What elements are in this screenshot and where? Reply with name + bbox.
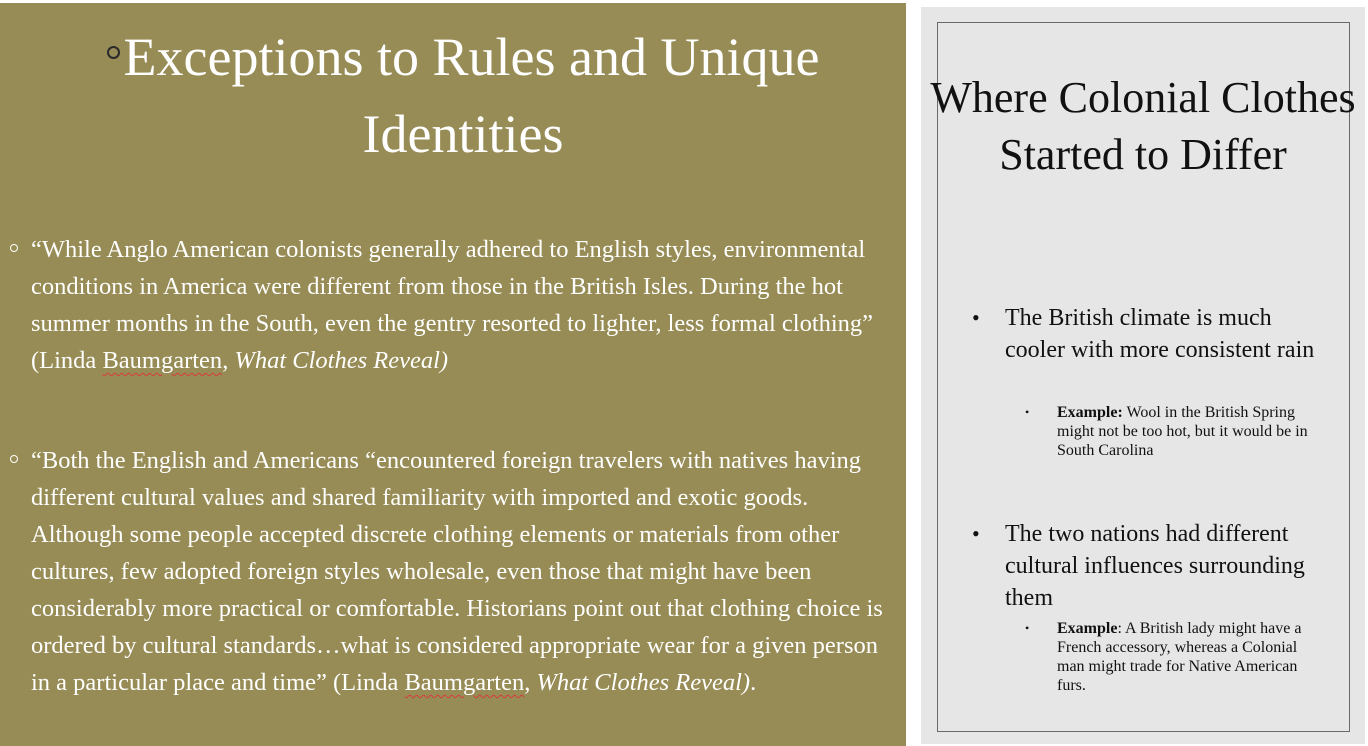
quote-text: “While Anglo American colonists generally adhered to English styles, environmental conditions in America were different from those in the British Isles. During the hot summer months in the South, even the gentry resorted to lighter, less formal clothing” (Linda <box>31 236 874 374</box>
bullet-item-text: The two nations had different cultural influences surrounding them <box>1005 521 1305 611</box>
bullet-dot-icon: • <box>1025 621 1030 635</box>
quote-source: What Clothes Reveal) <box>536 669 751 696</box>
hollow-circle-bullet-icon <box>10 455 18 463</box>
bullet-dot-icon: • <box>972 521 980 546</box>
quote-trailing: . <box>750 669 757 696</box>
hollow-circle-bullet-icon <box>107 46 120 59</box>
quote-paragraph-1 <box>31 231 893 379</box>
sub-bullet-label: Example <box>1057 620 1118 637</box>
left-slide-title-text: Exceptions to Rules and Unique Identities <box>123 27 820 164</box>
spellcheck-underlined-word[interactable]: Baumgarten <box>404 669 525 696</box>
spellcheck-underlined-word[interactable]: Baumgarten <box>102 347 223 374</box>
bullet-item-text: The British climate is much cooler with more consistent rain <box>1005 305 1315 363</box>
quote-separator: , <box>524 669 537 696</box>
quote-separator: , <box>222 347 235 374</box>
left-slide-title <box>18 19 908 173</box>
sub-bullet-text: : A British lady might have a French accessory, whereas a Colonial man might trade for Native American furs. <box>1057 620 1302 694</box>
bullet-dot-icon: • <box>1025 405 1030 419</box>
sub-bullet-label: Example: <box>1057 404 1123 421</box>
bullet-item-2 <box>972 518 1325 614</box>
bullet-dot-icon: • <box>972 305 980 330</box>
quote-source: What Clothes Reveal) <box>234 347 449 374</box>
left-slide[interactable] <box>0 3 906 746</box>
sub-bullet-item-1 <box>1025 403 1319 460</box>
quote-paragraph-2 <box>31 442 893 701</box>
right-slide-title: Where Colonial Clothes Started to Differ <box>930 73 1356 179</box>
hollow-circle-bullet-icon <box>10 244 18 252</box>
quote-text: “Both the English and Americans “encountered foreign travelers with natives having different cultural values and shared familiarity with imported and exotic goods. Although some people accepted discrete clothing elements or materials from other cultures, few adopted foreign styles wholesale, even those that might have been considerably more practical or comfortable. Historians point out that clothing choice is ordered by cultural standards…what is considered appropriate wear for a given person in a particular place and time” (Linda <box>31 447 883 696</box>
bullet-item-1 <box>972 302 1325 366</box>
right-slide[interactable] <box>921 7 1365 744</box>
sub-bullet-item-2 <box>1025 619 1319 695</box>
sub-bullet-text: Wool in the British Spring might not be too hot, but it would be in South Carolina <box>1057 404 1308 459</box>
